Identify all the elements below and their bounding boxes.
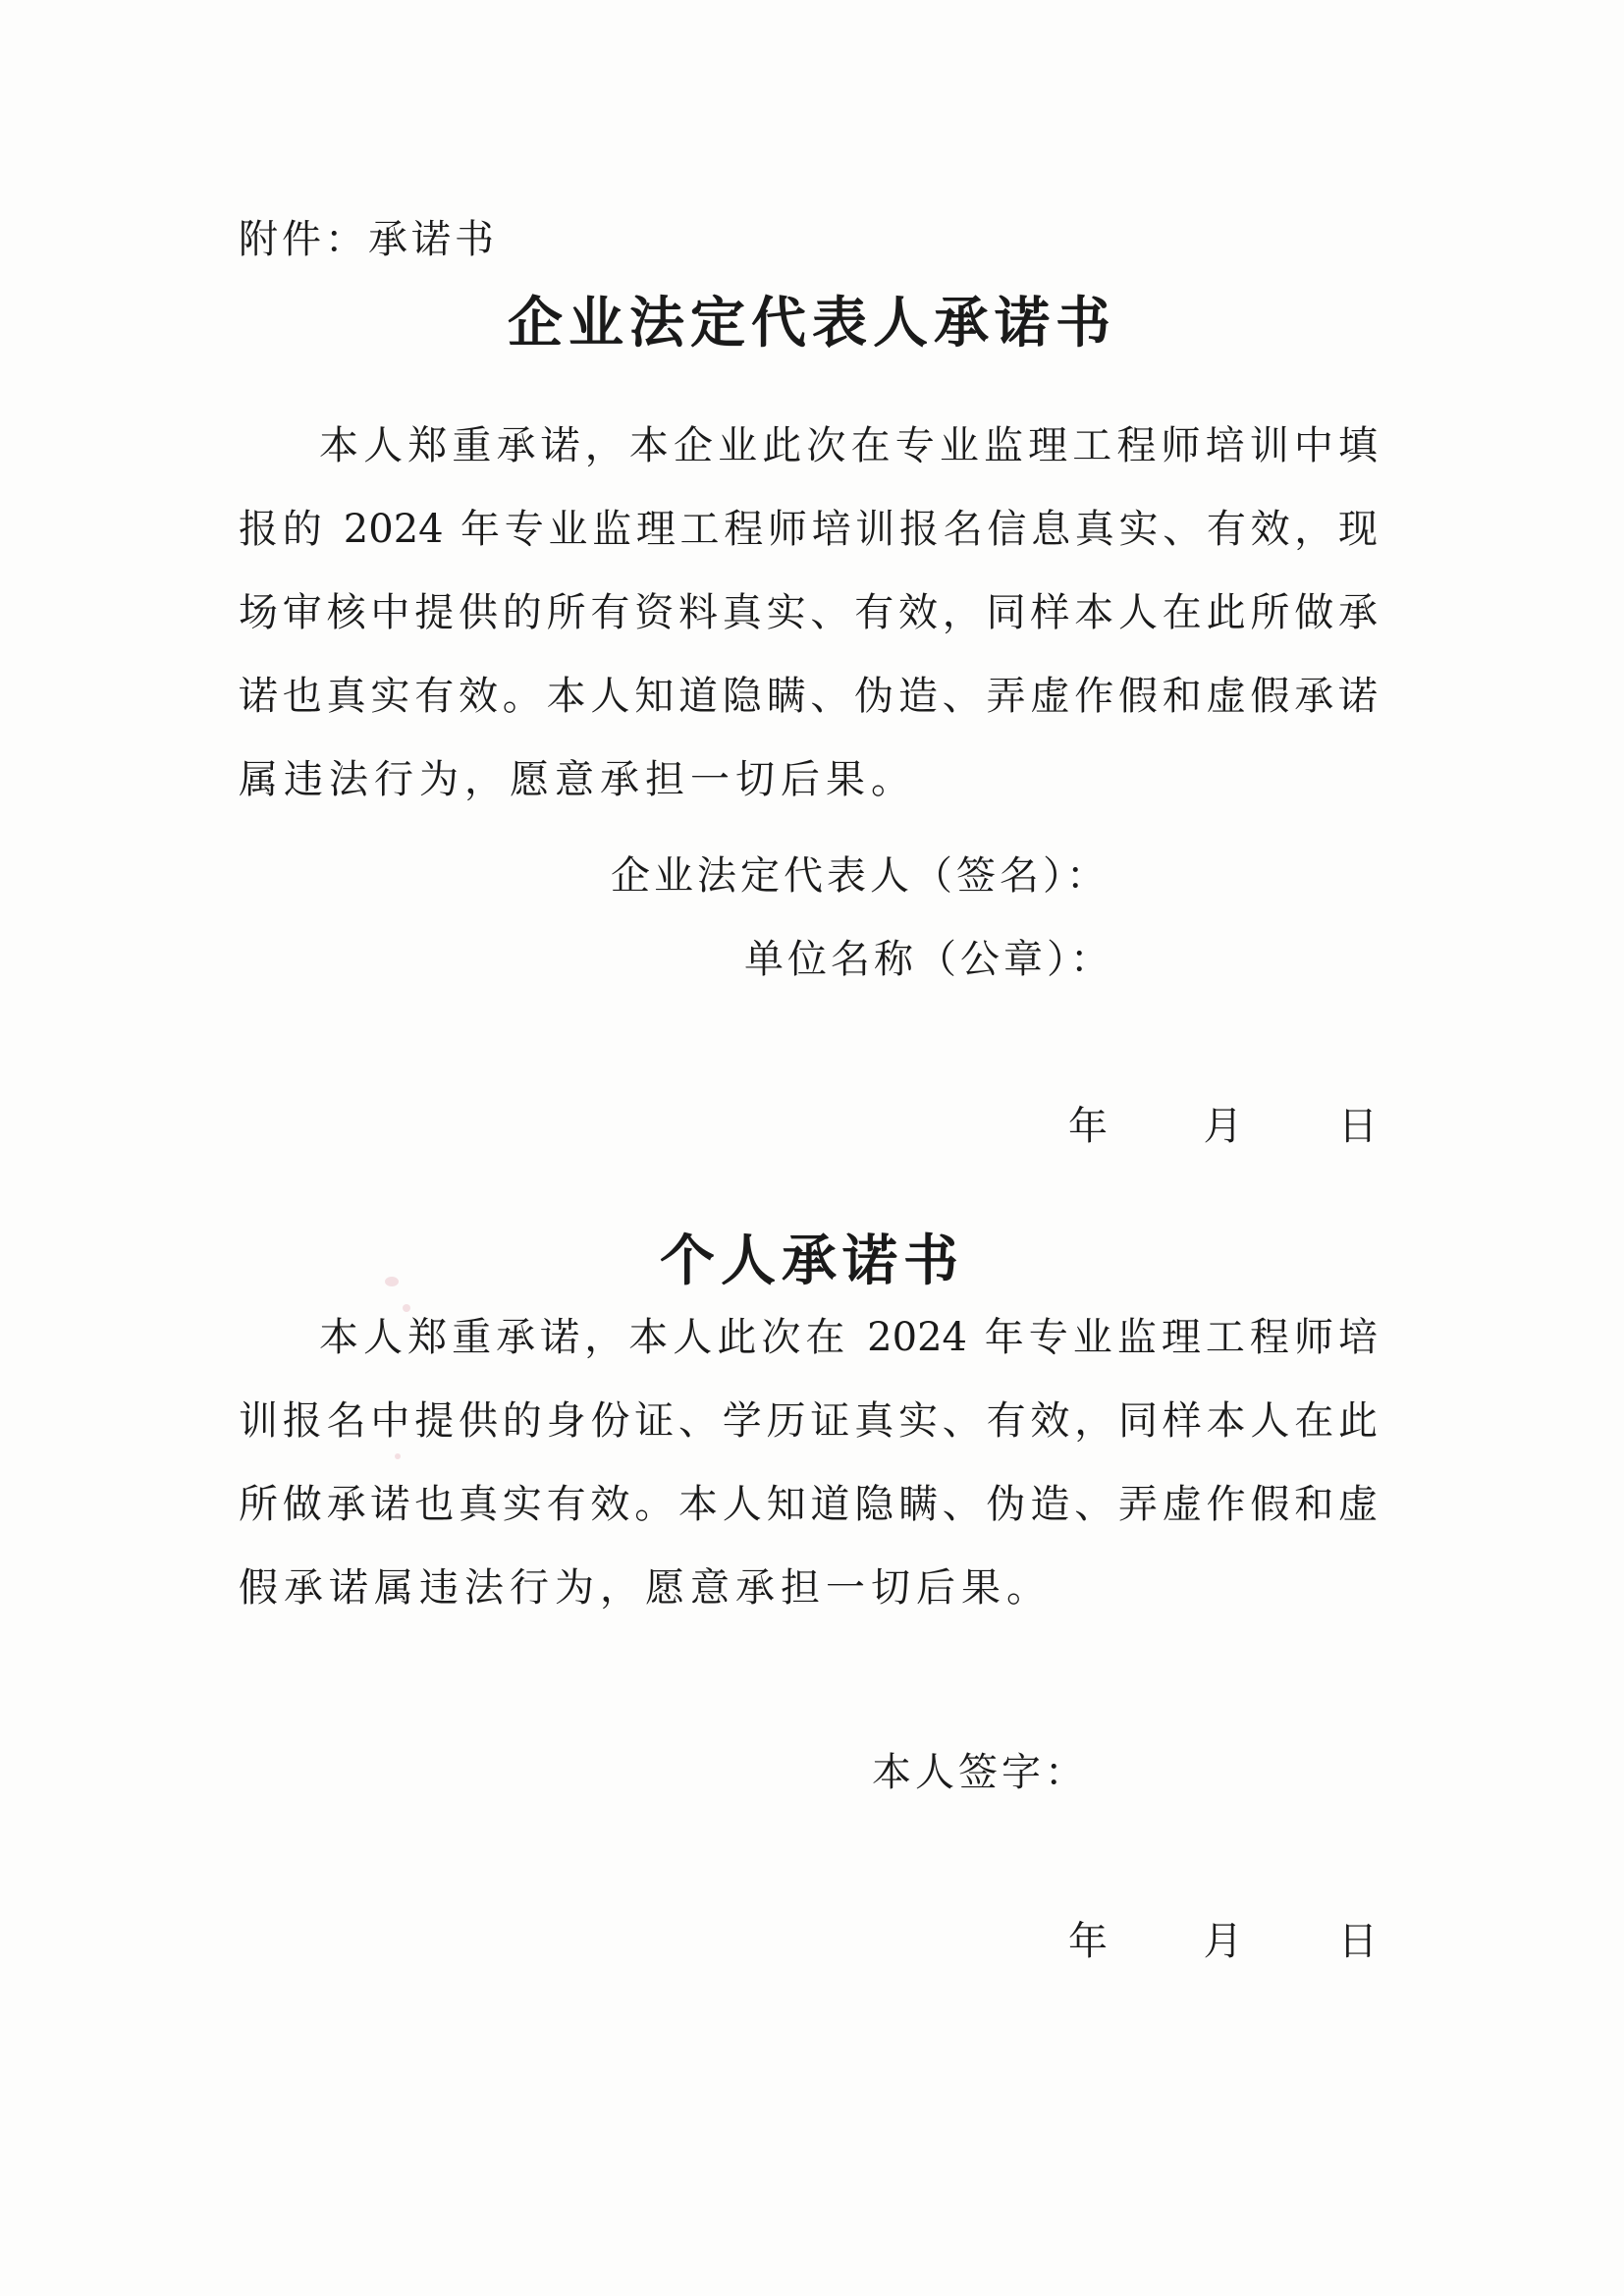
date-year-label: 年 (1068, 1919, 1108, 1964)
scan-speck (385, 1277, 399, 1286)
date-day-label: 日 (1338, 1104, 1378, 1149)
scan-speck (395, 1453, 401, 1459)
corporate-paragraph-line: 报的 2024 年专业监理工程师培训报名信息真实、有效，现 (239, 507, 1378, 552)
corporate-paragraph-line: 诺也真实有效。本人知道隐瞒、伪造、弄虚作假和虚假承诺 (239, 674, 1378, 719)
attachment-label: 附件：承诺书 (239, 217, 498, 262)
personal-commitment-title: 个人承诺书 (660, 1229, 964, 1293)
date-day-label: 日 (1338, 1919, 1378, 1964)
corporate-paragraph-line: 属违法行为，愿意承担一切后果。 (239, 757, 916, 802)
corporate-paragraph-line: 场审核中提供的所有资料真实、有效，同样本人在此所做承 (239, 590, 1378, 635)
corporate-date-line (1068, 1095, 1378, 1151)
personal-paragraph-line: 训报名中提供的身份证、学历证真实、有效，同样本人在此 (239, 1398, 1378, 1444)
date-month-label: 月 (1203, 1919, 1243, 1964)
corporate-paragraph-line: 本人郑重承诺，本企业此次在专业监理工程师培训中填 (319, 423, 1378, 468)
company-seal-label: 单位名称（公章）： (744, 937, 1113, 982)
scan-speck (403, 1304, 410, 1312)
personal-paragraph-line: 本人郑重承诺，本人此次在 2024 年专业监理工程师培 (319, 1315, 1378, 1360)
personal-signature-label: 本人签字： (872, 1750, 1088, 1795)
personal-paragraph-line: 所做承诺也真实有效。本人知道隐瞒、伪造、弄虚作假和虚 (239, 1482, 1378, 1527)
date-year-label: 年 (1068, 1104, 1108, 1149)
personal-date-line (1068, 1910, 1378, 1966)
corporate-commitment-title: 企业法定代表人承诺书 (508, 291, 1116, 355)
personal-paragraph-line: 假承诺属违法行为，愿意承担一切后果。 (239, 1565, 1052, 1611)
date-month-label: 月 (1203, 1104, 1243, 1149)
legal-representative-signature-label: 企业法定代表人（签名）： (611, 853, 1110, 899)
